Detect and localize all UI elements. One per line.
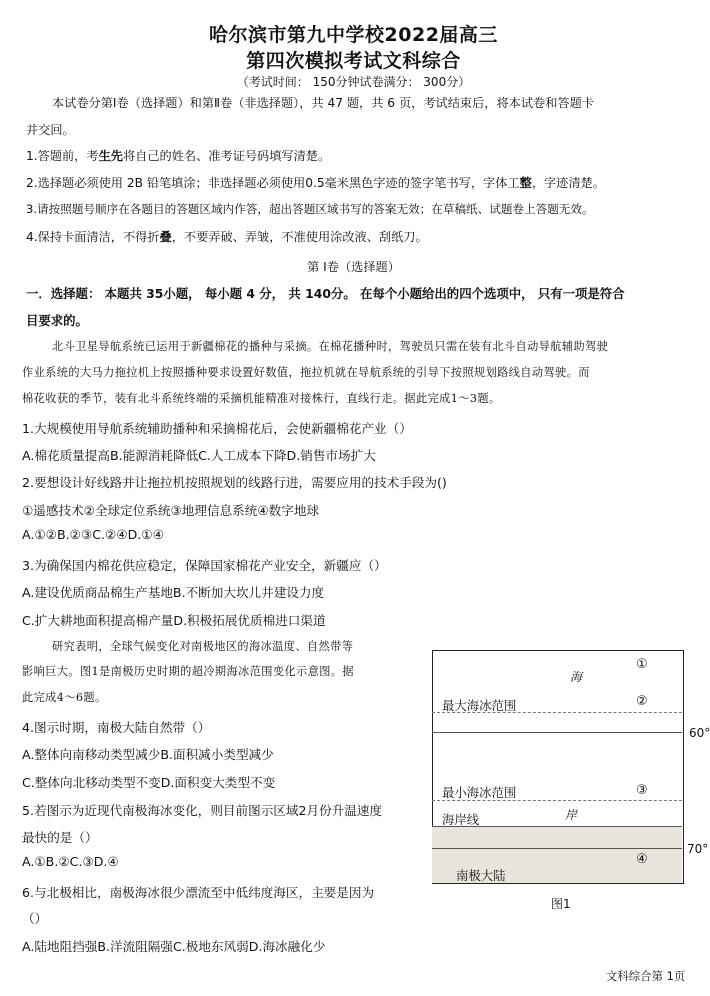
coastal-band [432,826,682,848]
notice-3: 3.请按照题号顺序在各题目的答题区域内作答，超出答题区域书写的答案无效；在草稿纸、试题卷上答题无效。 [26,202,594,216]
question-1: 1.大规模使用导航系统辅助播种和采摘棉花后，会使新疆棉花产业（） [22,421,412,436]
question-5-line-2: 最快的是（） [22,830,98,845]
intro-paragraph-line-1: 本试卷分第Ⅰ卷（选择题）和第Ⅱ卷（非选择题），共 47 题，共 6 页，考试结束后，将本试卷和答题卡 [52,96,594,110]
region-marker-3: ③ [636,783,648,798]
figure-1-sea-ice-diagram [432,650,684,884]
instruction-part-a: 一．选择题： 本题共 35小题， 每小题 4 分， 共 140分。 在每个小题给出的 [26,286,460,301]
coastline-label: 海岸线 [442,812,480,827]
notice-4-part-c: ，不要弄破、弄皱，不准使用涂改液、刮纸刀。 [171,230,428,244]
notice-2-part-c: ，字迹清楚。 [531,176,605,190]
passage-1-line-2: 作业系统的大马力拖拉机上按照播种要求设置好数值，拖拉机就在导航系统的引导下按照规划路线自动驾驶。而 [22,366,590,379]
passage-2-line-1: 研究表明，全球气候变化对南极地区的海冰温度、自然带等 [52,640,354,653]
question-4-options-ab: A.整体向南移动类型减少B.面积减小类型减少 [22,747,274,762]
question-2: 2.要想设计好线路并让拖拉机按照规划的线路行进，需要应用的技术手段为() [22,475,447,490]
question-6-options: A.陆地阻挡强B.洋流阻隔强C.极地东风弱D.海冰融化少 [22,939,326,954]
instruction-part-b: 四个选项中 [459,286,522,301]
question-5-options: A.①B.②C.③D.④ [22,854,119,869]
question-3: 3.为确保国内棉花供应稳定，保障国家棉花产业安全，新疆应（） [22,558,387,573]
question-2-options: A.①②B.②③C.②④D.①④ [22,527,164,542]
notice-1-part-a: 1.答题前，考 [26,149,99,163]
intro-paragraph-line-2: 并交回。 [26,123,75,137]
notice-1-part-c: 将自己的姓名、准考证号码填写清楚。 [122,149,331,163]
figure-caption: 图1 [551,897,571,911]
antarctic-continent-label: 南极大陆 [456,868,506,883]
notice-2-part-a: 2.选择题必须使用 2B 铅笔填涂；非选择题必须使用0.5毫米黑色字迹的签字笔书写，字体工 [26,176,520,190]
question-6-line-1: 6.与北极相比，南极海冰很少漂流至中低纬度海区，主要是因为 [22,885,375,900]
section-heading: 第 Ⅰ卷（选择题） [307,260,400,274]
notice-4 [26,228,428,245]
passage-1-line-3: 棉花收获的季节，装有北斗系统终端的采摘机能精准对接株行，直线行走。据此完成1～3题。 [22,392,501,405]
region-marker-4: ④ [636,852,648,867]
question-4: 4.图示时期，南极大陆自然带（） [22,720,211,735]
max-ice-label: 最大海冰范围 [442,698,517,713]
section-instruction-line-2: 目要求的。 [26,313,88,328]
page-footer: 文科综合第 1页 [606,969,686,983]
question-3-options-cd: C.扩大耕地面积提高棉产量D.积极拓展优质棉进口渠道 [22,613,326,628]
question-1-options: A.棉花质量提高B.能源消耗降低C.人工成本下降D.销售市场扩大 [22,448,376,463]
latitude-60-line [432,732,682,733]
notice-2 [26,174,605,191]
sea-label: 海 [570,670,583,684]
question-4-options-cd: C.整体向北移动类型不变D.面积变大类型不变 [22,775,276,790]
notice-1 [26,147,330,164]
title-line-2: 第四次模拟考试文科综合 [246,50,461,72]
notice-2-part-b: 整 [519,176,532,190]
latitude-60-label: 60° [689,726,710,740]
latitude-70-label: 70° [687,842,709,856]
min-ice-label: 最小海冰范围 [442,785,517,800]
region-marker-2: ② [636,694,648,709]
instruction-part-c: ， 只有一项是符合 [521,286,625,301]
notice-4-part-b: 叠 [159,230,172,244]
notice-1-part-b: 生先 [98,149,123,163]
passage-1-line-1: 北斗卫星导航系统已运用于新疆棉花的播种与采摘。在棉花播种时，驾驶员只需在装有北斗自动导航辅助驾驶 [52,340,609,353]
region-marker-1: ① [636,657,648,672]
passage-2-line-2: 影响巨大。图1是南极历史时期的超冷期海冰范围变化示意图。据 [22,665,354,678]
notice-4-part-a: 4.保持卡面清洁，不得折 [26,230,160,244]
title-line-1: 哈尔滨市第九中学校2022届高三 [209,24,498,46]
passage-2-line-3: 此完成4～6题。 [22,691,107,704]
question-2-statements: ①遥感技术②全球定位系统③地理信息系统④数字地球 [22,503,320,518]
exam-timing: （考试时间： 150分钟试卷满分： 300分） [236,75,471,89]
coast-label: 岸 [565,808,578,822]
question-5-line-1: 5.若图示为近现代南极海冰变化，则目前图示区域2月份升温速度 [22,803,383,818]
section-instruction-line-1 [26,284,625,302]
question-6-line-2: （） [22,911,48,926]
question-3-options-ab: A.建设优质商品棉生产基地B.不断加大坎儿井建设力度 [22,585,325,600]
